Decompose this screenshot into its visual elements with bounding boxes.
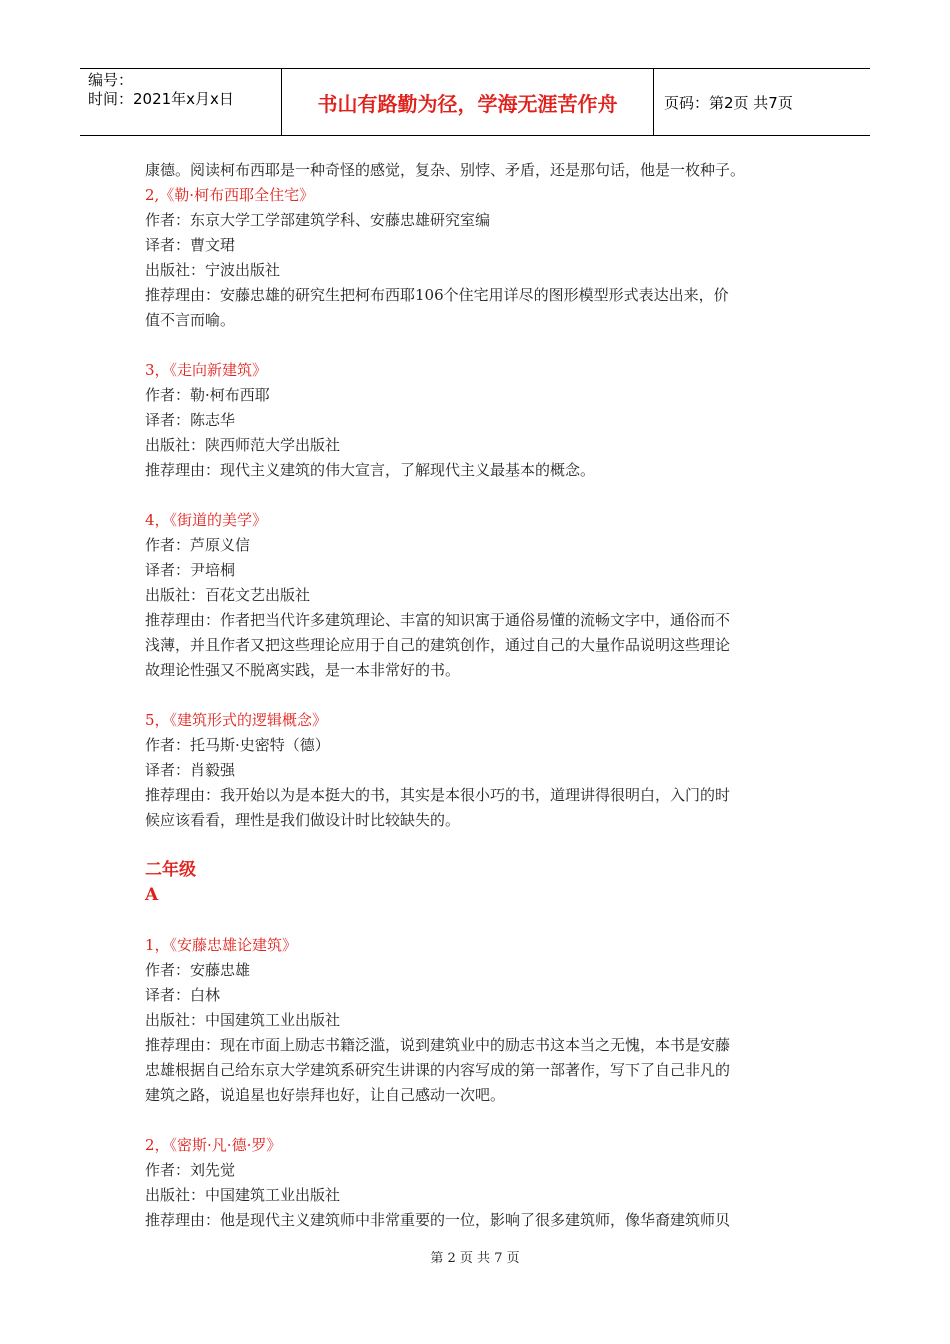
book-author: 作者：勒·柯布西耶 xyxy=(145,386,270,404)
page-header xyxy=(80,68,870,136)
header-meta xyxy=(80,69,282,135)
book-reason-line: 值不言而喻。 xyxy=(145,311,236,329)
book-publisher: 出版社：百花文艺出版社 xyxy=(145,586,311,604)
spacer xyxy=(145,833,810,858)
spacer xyxy=(145,683,810,708)
book-reason-line: 推荐理由：我开始以为是本挺大的书，其实是本很小巧的书，道理讲得很明白，入门的时 xyxy=(145,786,731,804)
book-author: 作者：芦原义信 xyxy=(145,536,251,554)
book-entry xyxy=(145,933,810,1108)
book-publisher: 出版社：中国建筑工业出版社 xyxy=(145,1186,341,1204)
header-page-label: 页码：第2页 共7页 xyxy=(664,93,793,112)
book-author: 作者：东京大学工学部建筑学科、安藤忠雄研究室编 xyxy=(145,211,491,229)
document-body xyxy=(145,158,810,1233)
book-reason-line: 推荐理由：安藤忠雄的研究生把柯布西耶106个住宅用详尽的图形模型形式表达出来，价 xyxy=(145,286,729,304)
book-translator: 译者：尹培桐 xyxy=(145,561,236,579)
book-translator: 译者：陈志华 xyxy=(145,411,236,429)
book-heading: 4，《街道的美学》 xyxy=(145,511,268,529)
number-label: 编号： xyxy=(88,71,134,89)
book-reason-line: 推荐理由：现代主义建筑的伟大宣言，了解现代主义最基本的概念。 xyxy=(145,461,596,479)
book-heading: 2,《勒·柯布西耶全住宅》 xyxy=(145,186,315,204)
book-translator: 译者：曹文珺 xyxy=(145,236,236,254)
book-heading: 3，《走向新建筑》 xyxy=(145,361,268,379)
spacer xyxy=(145,333,810,358)
intro-line: 康德。阅读柯布西耶是一种奇怪的感觉，复杂、别悖、矛盾，还是那句话，他是一枚种子。 xyxy=(145,161,746,179)
book-list-part1 xyxy=(145,183,810,833)
spacer xyxy=(145,483,810,508)
grade-title: 二年级 xyxy=(145,860,196,880)
time-label: 时间：2021年x月x日 xyxy=(88,90,234,108)
book-publisher: 出版社：陕西师范大学出版社 xyxy=(145,436,341,454)
page-footer: 第 2 页 共 7 页 xyxy=(430,1251,520,1266)
book-reason-line: 浅薄，并且作者又把这些理论应用于自己的建筑创作，通过自己的大量作品说明这些理论 xyxy=(145,636,731,654)
book-heading: 5，《建筑形式的逻辑概念》 xyxy=(145,711,328,729)
book-translator: 译者：白林 xyxy=(145,986,221,1004)
book-publisher: 出版社：中国建筑工业出版社 xyxy=(145,1011,341,1029)
book-reason-line: 建筑之路，说追星也好崇拜也好，让自己感动一次吧。 xyxy=(145,1086,506,1104)
spacer xyxy=(145,908,810,933)
header-motto: 书山有路勤为径，学海无涯苦作舟 xyxy=(282,69,654,135)
book-translator: 译者：肖毅强 xyxy=(145,761,236,779)
book-heading: 2，《密斯·凡·德·罗》 xyxy=(145,1136,282,1154)
book-entry xyxy=(145,708,810,833)
book-reason-line: 故理论性强又不脱离实践，是一本非常好的书。 xyxy=(145,661,461,679)
book-entry xyxy=(145,1133,810,1233)
book-list-part2 xyxy=(145,933,810,1233)
book-heading: 1，《安藤忠雄论建筑》 xyxy=(145,936,298,954)
book-author: 作者：安藤忠雄 xyxy=(145,961,251,979)
book-reason-line: 忠雄根据自己给东京大学建筑系研究生讲课的内容写成的第一部著作，写下了自己非凡的 xyxy=(145,1061,731,1079)
grade-subtitle: A xyxy=(145,885,159,905)
book-author: 作者：刘先觉 xyxy=(145,1161,236,1179)
book-reason-line: 推荐理由：现在市面上励志书籍泛滥，说到建筑业中的励志书这本当之无愧，本书是安藤 xyxy=(145,1036,731,1054)
spacer xyxy=(145,1108,810,1133)
book-entry xyxy=(145,358,810,483)
book-reason-line: 推荐理由：作者把当代许多建筑理论、丰富的知识寓于通俗易懂的流畅文字中，通俗而不 xyxy=(145,611,731,629)
book-entry xyxy=(145,183,810,333)
book-reason-line: 推荐理由：他是现代主义建筑师中非常重要的一位，影响了很多建筑师，像华裔建筑师贝 xyxy=(145,1211,731,1229)
book-author: 作者：托马斯·史密特（德） xyxy=(145,736,330,754)
book-reason-line: 候应该看看，理性是我们做设计时比较缺失的。 xyxy=(145,811,461,829)
book-publisher: 出版社：宁波出版社 xyxy=(145,261,281,279)
book-entry xyxy=(145,508,810,683)
